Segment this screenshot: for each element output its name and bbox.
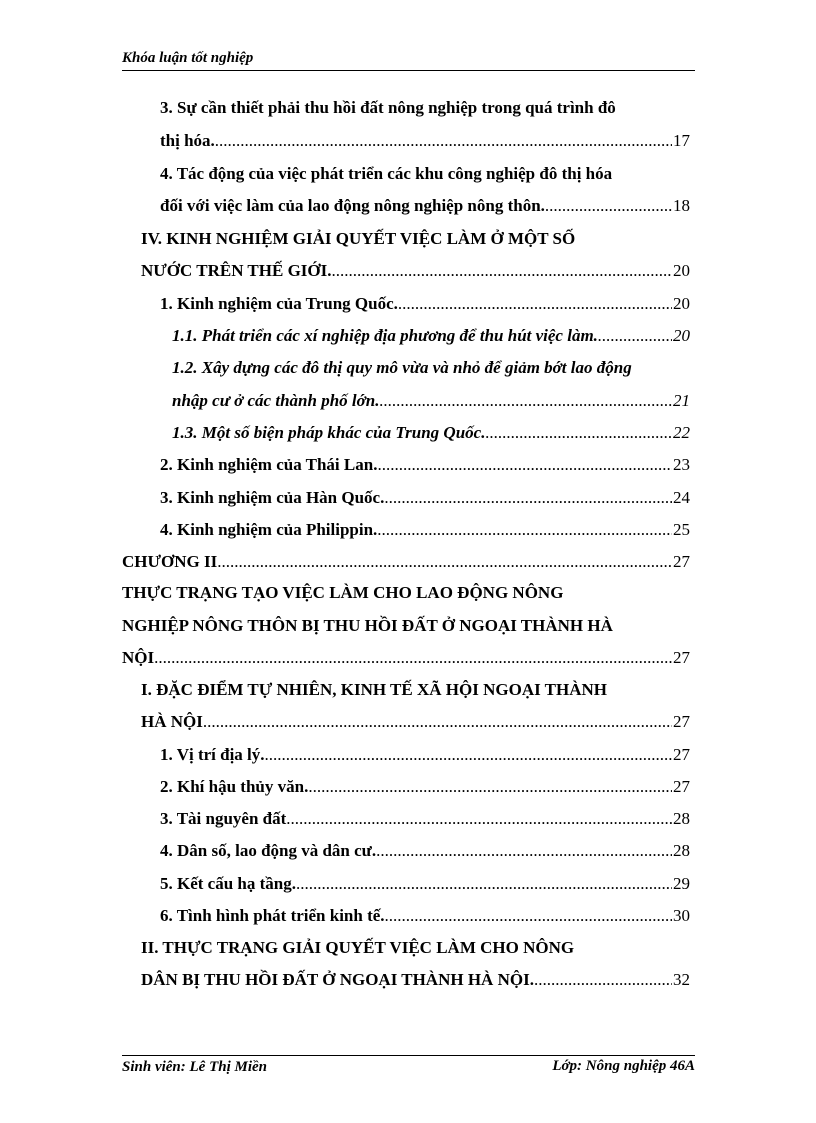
- toc-entry: 5. Kết cấu hạ tầng. ..... 29: [160, 873, 690, 895]
- page-header: [122, 50, 695, 71]
- toc-entry: THỰC TRẠNG TẠO VIỆC LÀM CHO LAO ĐỘNG NÔNG: [122, 583, 564, 602]
- toc-entry: 1.2. Xây dựng các đô thị quy mô vừa và nhỏ để giảm bớt lao động: [172, 358, 632, 377]
- toc-entry: thị hóa. ..... 17: [160, 130, 690, 152]
- toc-entry: I. ĐẶC ĐIỂM TỰ NHIÊN, KINH TẾ XÃ HỘI NGOẠI THÀNH: [141, 680, 607, 699]
- toc-entry: 4. Tác động của việc phát triển các khu công nghiệp đô thị hóa: [160, 164, 613, 183]
- toc-entry: DÂN BỊ THU HỒI ĐẤT Ở NGOẠI THÀNH HÀ NỘI. ..... 32: [141, 969, 690, 991]
- toc-entry: 3. Kinh nghiệm của Hàn Quốc. ..... 24: [160, 487, 690, 509]
- toc-entry: nhập cư ở các thành phố lớn. ..... 21: [172, 390, 690, 412]
- toc-entry: 3. Sự cần thiết phải thu hồi đất nông nghiệp trong quá trình đô: [160, 98, 616, 117]
- toc-entry: 2. Khí hậu thủy văn. ..... 27: [160, 776, 690, 798]
- toc-entry: NỘI ..... 27: [122, 647, 690, 669]
- toc-entry: 1.1. Phát triển các xí nghiệp địa phương để thu hút việc làm. ..... 20: [172, 325, 690, 347]
- toc-entry: II. THỰC TRẠNG GIẢI QUYẾT VIỆC LÀM CHO NÔNG: [141, 938, 575, 957]
- toc-entry: NGHIỆP NÔNG THÔN BỊ THU HỒI ĐẤT Ở NGOẠI THÀNH HÀ: [122, 616, 613, 635]
- footer-class: Lớp: Nông nghiệp 46A: [552, 1058, 695, 1074]
- footer-student: Sinh viên: Lê Thị Miền: [122, 1059, 268, 1075]
- toc-entry: 2. Kinh nghiệm của Thái Lan. ..... 23: [160, 454, 690, 476]
- toc-entry: 4. Kinh nghiệm của Philippin. ..... 25: [160, 519, 690, 541]
- toc-entry: 3. Tài nguyên đất ..... 28: [160, 808, 690, 830]
- toc-entry: 1.3. Một số biện pháp khác của Trung Quốc. ..... 22: [172, 422, 690, 444]
- toc-entry: đối với việc làm của lao động nông nghiệp nông thôn. ..... 18: [160, 195, 690, 217]
- page-footer: [122, 1055, 695, 1076]
- toc-entry: 6. Tình hình phát triển kinh tế. ..... 30: [160, 905, 690, 927]
- toc-entry: 1. Vị trí địa lý. ..... 27: [160, 744, 690, 766]
- toc-entry: NƯỚC TRÊN THẾ GIỚI. ..... 20: [141, 260, 690, 282]
- toc-entry: 1. Kinh nghiệm của Trung Quốc. ..... 20: [160, 293, 690, 315]
- toc-entry: CHƯƠNG II ..... 27: [122, 551, 690, 573]
- toc-entry: 4. Dân số, lao động và dân cư. ..... 28: [160, 840, 690, 862]
- toc-entry: IV. KINH NGHIỆM GIẢI QUYẾT VIỆC LÀM Ở MỘT SỐ: [141, 229, 576, 248]
- header-title: Khóa luận tốt nghiệp: [122, 50, 254, 66]
- toc-entry: HÀ NỘI ..... 27: [141, 711, 690, 733]
